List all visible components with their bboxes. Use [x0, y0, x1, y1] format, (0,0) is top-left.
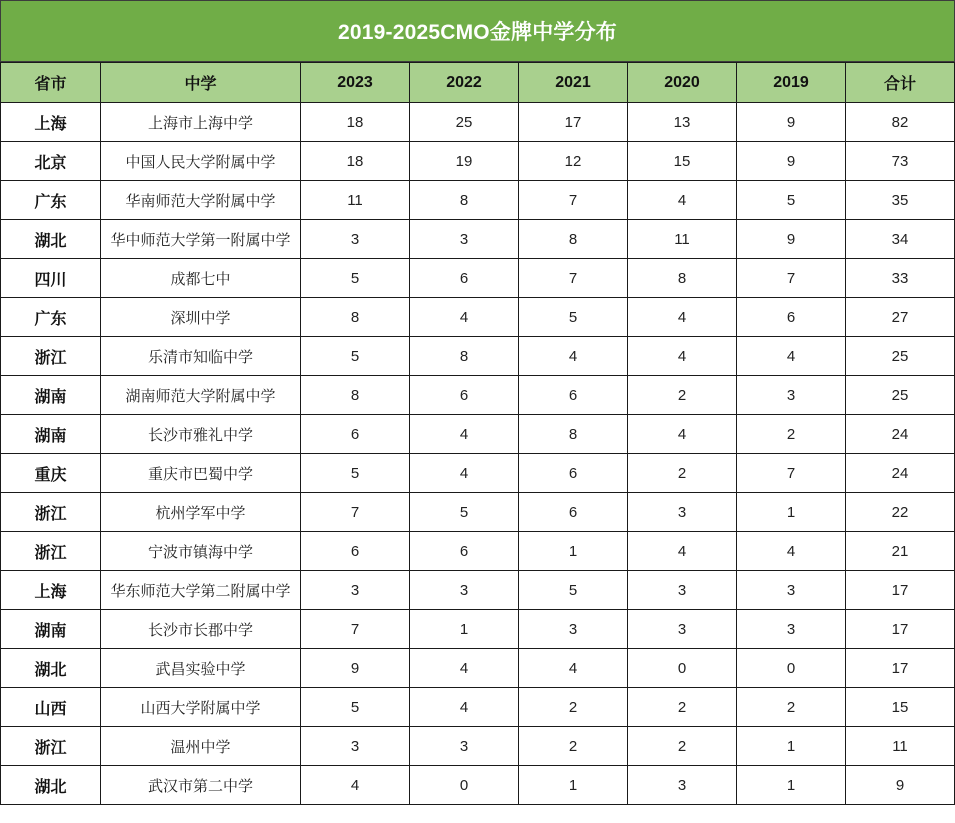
value-2023: 3: [301, 220, 410, 259]
table-row: [1, 181, 955, 220]
total-cell: 35: [846, 181, 955, 220]
value-2021: 6: [519, 376, 628, 415]
province-cell: 北京: [1, 142, 101, 181]
value-2023: 5: [301, 688, 410, 727]
total-cell: 82: [846, 103, 955, 142]
school-cell: 武汉市第二中学: [101, 766, 301, 805]
province-cell: 上海: [1, 571, 101, 610]
value-2020: 3: [628, 493, 737, 532]
province-cell: 山西: [1, 688, 101, 727]
total-cell: 34: [846, 220, 955, 259]
value-2019: 1: [737, 493, 846, 532]
province-cell: 四川: [1, 259, 101, 298]
value-2021: 1: [519, 766, 628, 805]
total-cell: 33: [846, 259, 955, 298]
total-cell: 22: [846, 493, 955, 532]
value-2022: 6: [410, 376, 519, 415]
school-cell: 成都七中: [101, 259, 301, 298]
total-cell: 25: [846, 376, 955, 415]
value-2019: 2: [737, 415, 846, 454]
province-cell: 湖南: [1, 415, 101, 454]
table-row: [1, 259, 955, 298]
value-2020: 2: [628, 688, 737, 727]
value-2019: 6: [737, 298, 846, 337]
value-2021: 8: [519, 220, 628, 259]
value-2023: 6: [301, 532, 410, 571]
value-2022: 8: [410, 337, 519, 376]
total-cell: 9: [846, 766, 955, 805]
value-2023: 3: [301, 571, 410, 610]
value-2022: 4: [410, 415, 519, 454]
table-row: [1, 142, 955, 181]
header-2022: 2022: [410, 63, 519, 103]
school-cell: 深圳中学: [101, 298, 301, 337]
value-2021: 8: [519, 415, 628, 454]
value-2020: 11: [628, 220, 737, 259]
header-total: 合计: [846, 63, 955, 103]
value-2019: 4: [737, 532, 846, 571]
value-2022: 4: [410, 454, 519, 493]
value-2023: 8: [301, 376, 410, 415]
value-2019: 1: [737, 766, 846, 805]
province-cell: 重庆: [1, 454, 101, 493]
value-2021: 17: [519, 103, 628, 142]
value-2023: 18: [301, 103, 410, 142]
value-2023: 5: [301, 337, 410, 376]
province-cell: 湖南: [1, 610, 101, 649]
school-cell: 重庆市巴蜀中学: [101, 454, 301, 493]
header-2023: 2023: [301, 63, 410, 103]
value-2021: 12: [519, 142, 628, 181]
value-2020: 2: [628, 454, 737, 493]
value-2022: 3: [410, 727, 519, 766]
value-2020: 2: [628, 727, 737, 766]
value-2021: 6: [519, 454, 628, 493]
value-2023: 9: [301, 649, 410, 688]
province-cell: 上海: [1, 103, 101, 142]
value-2023: 11: [301, 181, 410, 220]
value-2020: 4: [628, 181, 737, 220]
province-cell: 浙江: [1, 337, 101, 376]
school-cell: 乐清市知临中学: [101, 337, 301, 376]
value-2020: 3: [628, 610, 737, 649]
value-2022: 1: [410, 610, 519, 649]
school-cell: 武昌实验中学: [101, 649, 301, 688]
value-2022: 19: [410, 142, 519, 181]
value-2022: 5: [410, 493, 519, 532]
value-2021: 2: [519, 688, 628, 727]
value-2023: 3: [301, 727, 410, 766]
value-2019: 5: [737, 181, 846, 220]
value-2019: 7: [737, 259, 846, 298]
table-row: [1, 532, 955, 571]
total-cell: 27: [846, 298, 955, 337]
value-2022: 6: [410, 259, 519, 298]
value-2023: 7: [301, 610, 410, 649]
value-2020: 13: [628, 103, 737, 142]
value-2019: 3: [737, 571, 846, 610]
school-cell: 华中师范大学第一附属中学: [101, 220, 301, 259]
school-cell: 上海市上海中学: [101, 103, 301, 142]
value-2023: 7: [301, 493, 410, 532]
total-cell: 73: [846, 142, 955, 181]
value-2020: 0: [628, 649, 737, 688]
school-cell: 长沙市雅礼中学: [101, 415, 301, 454]
province-cell: 广东: [1, 298, 101, 337]
school-cell: 长沙市长郡中学: [101, 610, 301, 649]
value-2022: 0: [410, 766, 519, 805]
value-2019: 3: [737, 610, 846, 649]
value-2021: 3: [519, 610, 628, 649]
province-cell: 湖北: [1, 220, 101, 259]
table-row: [1, 298, 955, 337]
header-row: [1, 63, 955, 103]
value-2023: 6: [301, 415, 410, 454]
value-2019: 4: [737, 337, 846, 376]
value-2022: 8: [410, 181, 519, 220]
value-2019: 2: [737, 688, 846, 727]
school-cell: 宁波市镇海中学: [101, 532, 301, 571]
value-2021: 6: [519, 493, 628, 532]
value-2022: 3: [410, 571, 519, 610]
value-2019: 0: [737, 649, 846, 688]
total-cell: 25: [846, 337, 955, 376]
table-row: [1, 415, 955, 454]
table-row: [1, 454, 955, 493]
total-cell: 17: [846, 571, 955, 610]
value-2023: 8: [301, 298, 410, 337]
table-row: [1, 220, 955, 259]
table-row: [1, 727, 955, 766]
value-2021: 4: [519, 649, 628, 688]
total-cell: 15: [846, 688, 955, 727]
value-2019: 9: [737, 142, 846, 181]
header-2020: 2020: [628, 63, 737, 103]
value-2022: 3: [410, 220, 519, 259]
value-2020: 4: [628, 532, 737, 571]
value-2021: 5: [519, 571, 628, 610]
province-cell: 湖南: [1, 376, 101, 415]
total-cell: 24: [846, 415, 955, 454]
value-2021: 2: [519, 727, 628, 766]
total-cell: 21: [846, 532, 955, 571]
value-2021: 1: [519, 532, 628, 571]
header-province: 省市: [1, 63, 101, 103]
value-2022: 4: [410, 298, 519, 337]
school-cell: 杭州学军中学: [101, 493, 301, 532]
value-2023: 4: [301, 766, 410, 805]
value-2020: 15: [628, 142, 737, 181]
table-row: [1, 766, 955, 805]
value-2020: 3: [628, 766, 737, 805]
table-body: [1, 103, 955, 805]
school-cell: 湖南师范大学附属中学: [101, 376, 301, 415]
table-row: [1, 337, 955, 376]
value-2019: 9: [737, 220, 846, 259]
value-2022: 6: [410, 532, 519, 571]
value-2021: 7: [519, 259, 628, 298]
total-cell: 17: [846, 649, 955, 688]
table-row: [1, 610, 955, 649]
province-cell: 湖北: [1, 649, 101, 688]
value-2019: 7: [737, 454, 846, 493]
value-2021: 7: [519, 181, 628, 220]
province-cell: 广东: [1, 181, 101, 220]
province-cell: 浙江: [1, 532, 101, 571]
value-2020: 4: [628, 298, 737, 337]
value-2021: 5: [519, 298, 628, 337]
school-cell: 中国人民大学附属中学: [101, 142, 301, 181]
header-2019: 2019: [737, 63, 846, 103]
value-2019: 9: [737, 103, 846, 142]
value-2019: 1: [737, 727, 846, 766]
value-2020: 3: [628, 571, 737, 610]
school-cell: 温州中学: [101, 727, 301, 766]
header-school: 中学: [101, 63, 301, 103]
value-2023: 5: [301, 259, 410, 298]
table-row: [1, 688, 955, 727]
table-row: [1, 649, 955, 688]
table-title: 2019-2025CMO金牌中学分布: [0, 0, 955, 62]
school-cell: 华南师范大学附属中学: [101, 181, 301, 220]
table-row: [1, 571, 955, 610]
total-cell: 24: [846, 454, 955, 493]
value-2020: 2: [628, 376, 737, 415]
value-2020: 8: [628, 259, 737, 298]
value-2022: 4: [410, 688, 519, 727]
value-2020: 4: [628, 415, 737, 454]
table-row: [1, 103, 955, 142]
province-cell: 浙江: [1, 727, 101, 766]
total-cell: 11: [846, 727, 955, 766]
total-cell: 17: [846, 610, 955, 649]
value-2022: 25: [410, 103, 519, 142]
value-2023: 18: [301, 142, 410, 181]
province-cell: 湖北: [1, 766, 101, 805]
value-2019: 3: [737, 376, 846, 415]
province-cell: 浙江: [1, 493, 101, 532]
table-row: [1, 493, 955, 532]
value-2023: 5: [301, 454, 410, 493]
table-row: [1, 376, 955, 415]
value-2020: 4: [628, 337, 737, 376]
header-2021: 2021: [519, 63, 628, 103]
value-2021: 4: [519, 337, 628, 376]
school-cell: 山西大学附属中学: [101, 688, 301, 727]
medal-table: [0, 62, 955, 805]
value-2022: 4: [410, 649, 519, 688]
school-cell: 华东师范大学第二附属中学: [101, 571, 301, 610]
